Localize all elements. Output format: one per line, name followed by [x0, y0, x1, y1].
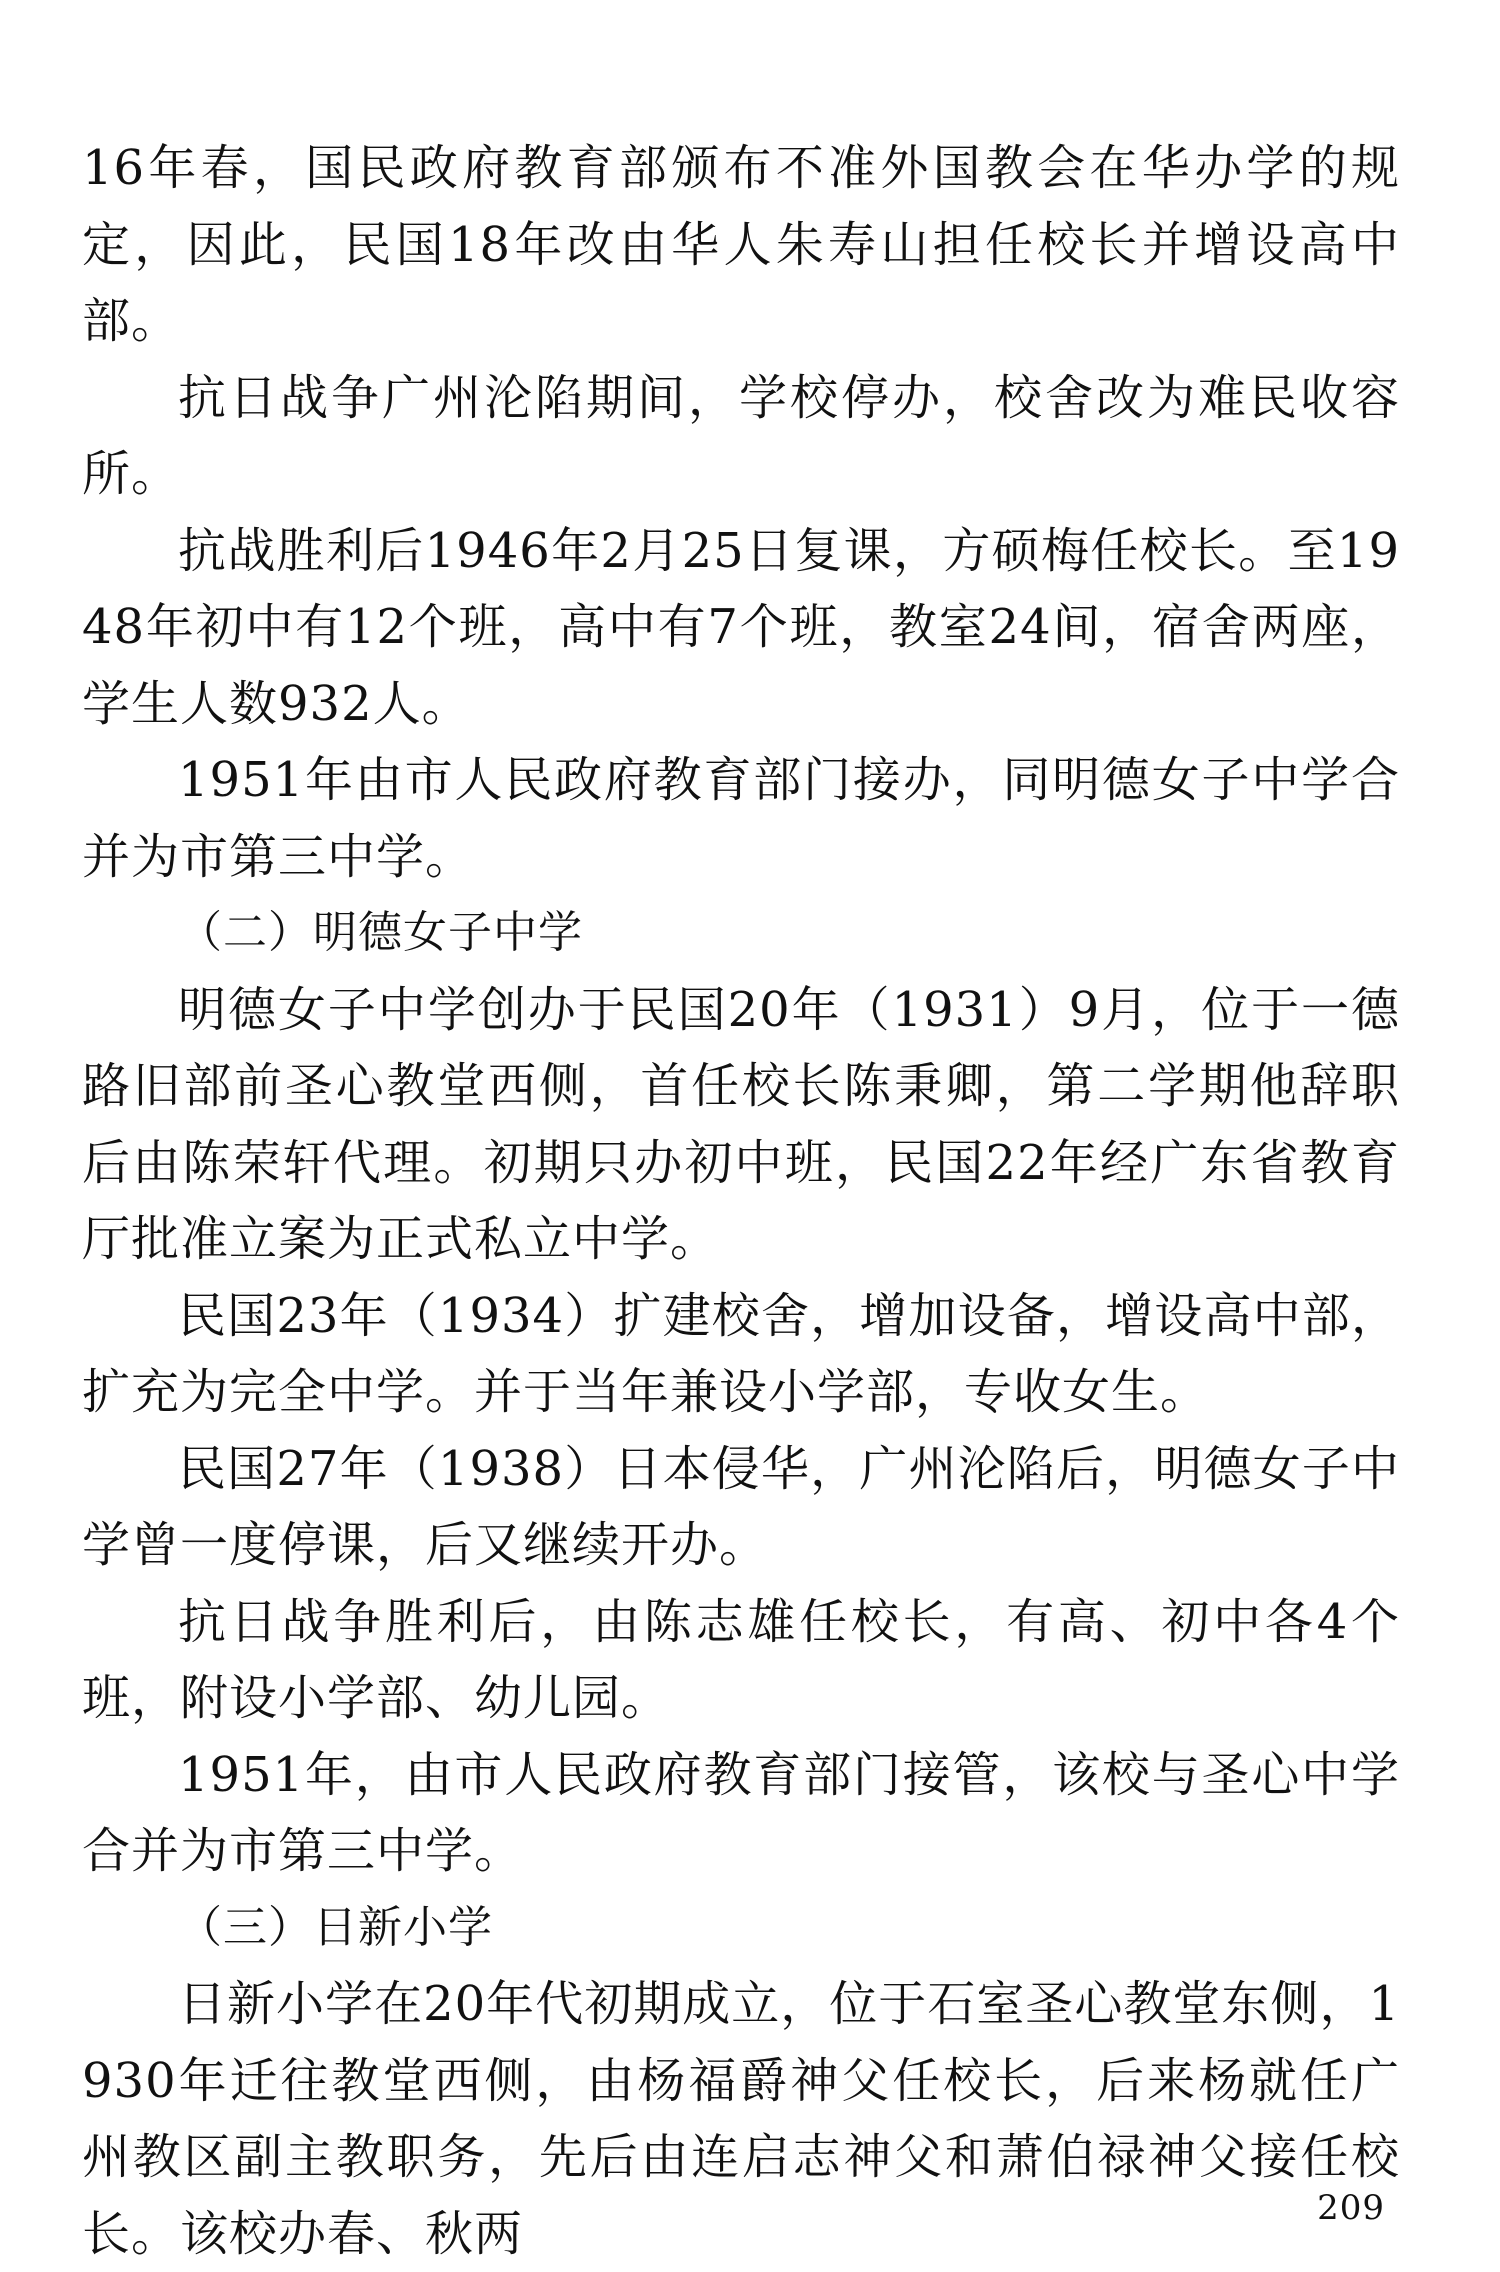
- paragraph: 抗日战争广州沦陷期间，学校停办，校舍改为难民收容所。: [82, 369, 1400, 502]
- page-body: [82, 130, 1400, 2272]
- paragraph: 民国23年（1934）扩建校舍，增加设备，增设高中部，扩充为完全中学。并于当年兼设小学部，专收女生。: [82, 1287, 1400, 1420]
- section-heading: （三）日新小学: [178, 1901, 493, 1953]
- paragraph-continuation: 16年春，国民政府教育部颁布不准外国教会在华办学的规定，因此，民国18年改由华人朱寿山担任校长并增设高中部。: [82, 140, 1400, 349]
- section-heading: （二）明德女子中学: [178, 907, 583, 958]
- page-number: 209: [1317, 2188, 1385, 2228]
- paragraph: 日新小学在20年代初期成立，位于石室圣心教堂东侧，1930年迁往教堂西侧，由杨福爵神父任校长，后来杨就任广州教区副主教职务，先后由连启志神父和萧伯禄神父接任校长。该校办春、秋两: [82, 1976, 1400, 2262]
- paragraph: 1951年由市人民政府教育部门接办，同明德女子中学合并为市第三中学。: [82, 752, 1400, 885]
- paragraph: 抗战胜利后1946年2月25日复课，方硕梅任校长。至1948年初中有12个班，高中有7个班，教室24间，宿舍两座，学生人数932人。: [82, 522, 1400, 732]
- paragraph: 明德女子中学创办于民国20年（1931）9月，位于一德路旧部前圣心教堂西侧，首任校长陈秉卿，第二学期他辞职后由陈荣轩代理。初期只办初中班，民国22年经广东省教育厅批准立案为正式私立中学。: [82, 981, 1400, 1267]
- paragraph: 民国27年（1938）日本侵华，广州沦陷后，明德女子中学曾一度停课，后又继续开办。: [82, 1440, 1400, 1573]
- paragraph: 抗日战争胜利后，由陈志雄任校长，有高、初中各4个班，附设小学部、幼儿园。: [82, 1593, 1400, 1726]
- paragraph: 1951年，由市人民政府教育部门接管，该校与圣心中学合并为市第三中学。: [82, 1746, 1400, 1879]
